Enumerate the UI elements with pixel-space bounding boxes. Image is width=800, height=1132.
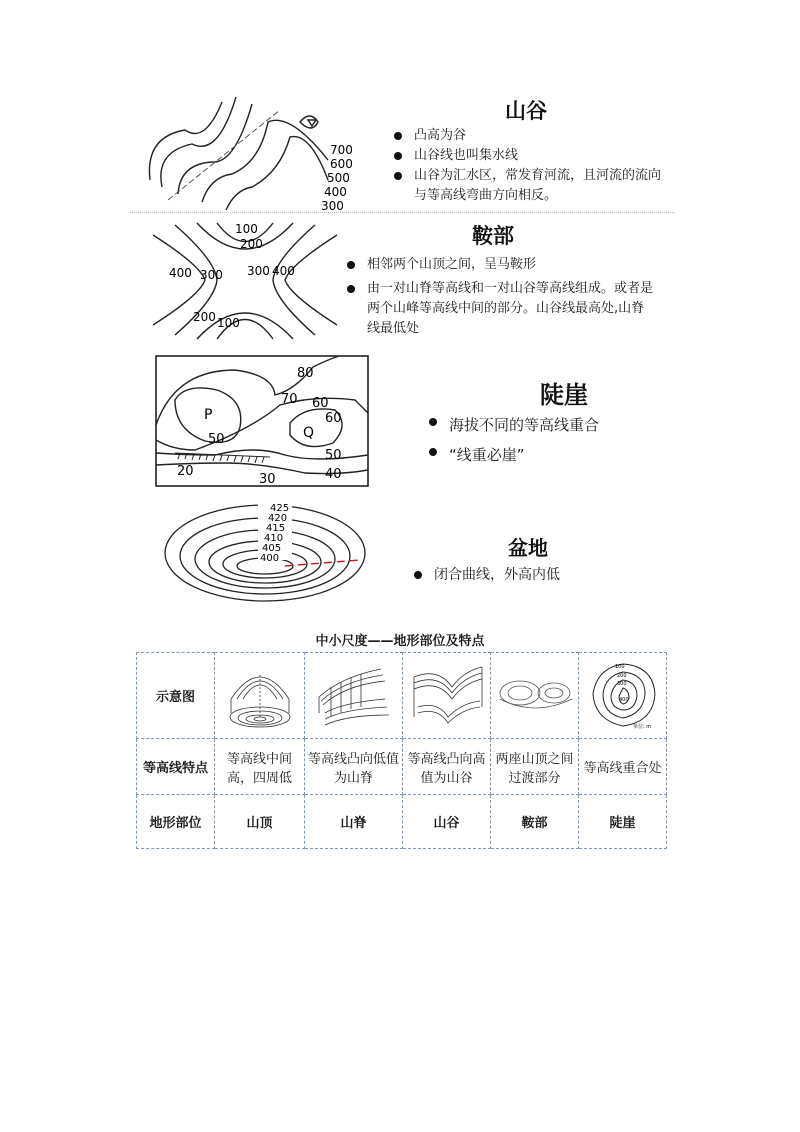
saddle-label: 300 [247,264,270,278]
row-header-landform: 地形部位 [137,795,215,849]
basin-contour-map [160,498,370,608]
cliff-label: 80 [297,366,314,381]
landform-cell: 山谷 [403,795,491,849]
saddle-bullets [345,255,657,339]
cliff-label: 20 [177,464,194,479]
saddle-label: 400 [272,264,295,278]
cliff-diagram-icon [583,656,663,732]
cliff-label: 30 [259,472,276,487]
basin-title: 盆地 [508,536,548,560]
valley-label-400: 400 [324,185,347,199]
saddle-label: 400 [169,266,192,280]
valley-title: 山谷 [505,99,547,123]
feature-cell: 等高线中间高，四周低 [215,739,305,795]
landform-cell: 山脊 [305,795,403,849]
feature-cell: 等高线凸向低值为山脊 [305,739,403,795]
valley-label-600: 600 [330,157,353,171]
valley-bullets [392,126,672,206]
cliff-label: 70 [281,392,298,407]
cliff-label: 60 [312,396,329,411]
landform-cell: 山顶 [215,795,305,849]
basin-label: 405 [262,543,282,554]
saddle-label: 300 [200,268,223,282]
peak-diagram-icon [221,657,299,731]
thumb-label: 200 [616,672,627,679]
cliff-bullet: 海拔不同的等高线重合 [427,412,667,438]
landform-cell: 鞍部 [491,795,579,849]
thumb-label: 400 [618,696,629,703]
basin-label: 400 [260,553,280,564]
valley-label-300: 300 [321,199,344,213]
thumb-cell-saddle [491,653,579,739]
row-header-feature: 等高线特点 [137,739,215,795]
basin-bullets [412,565,652,585]
cliff-label: 40 [325,467,342,482]
thumb-label: 100 [614,663,625,670]
saddle-contour-map [145,215,345,345]
thumb-cell-peak [215,653,305,739]
basin-label: 415 [266,523,286,534]
terrain-table [136,652,667,849]
thumb-cell-valley [403,653,491,739]
thumb-unit: 单位: m [632,723,651,730]
saddle-title: 鞍部 [472,224,514,248]
valley-bullet: 凸高为谷 [392,126,672,146]
valley-diagram-icon [408,657,486,731]
saddle-bullet: 由一对山脊等高线和一对山谷等高线组成。或者是两个山峰等高线中间的部分。山谷线最高处,山脊线最低处 [345,279,657,339]
saddle-bullet: 相邻两个山顶之间，呈马鞍形 [345,255,657,275]
saddle-diagram-icon [494,669,576,719]
thumb-cell-ridge [305,653,403,739]
basin-label: 410 [264,533,284,544]
cliff-label: 50 [208,432,225,447]
table-title: 中小尺度——地形部位及特点 [315,634,485,649]
cliff-bullets [427,412,667,468]
thumb-label: 300 [616,680,627,687]
basin-bullet: 闭合曲线，外高内低 [412,565,652,585]
cliff-label-q: Q [303,425,315,441]
saddle-label: 100 [235,222,258,236]
cliff-label: 50 [325,448,342,463]
landform-cell: 陡崖 [579,795,667,849]
saddle-label: 100 [217,316,240,330]
feature-cell: 等高线重合处 [579,739,667,795]
feature-cell: 两座山顶之间过渡部分 [491,739,579,795]
feature-cell: 等高线凸向高值为山谷 [403,739,491,795]
valley-bullet: 山谷为汇水区，常发育河流，且河流的流向与等高线弯曲方向相反。 [392,166,672,206]
cliff-contour-map [155,355,369,487]
row-header-diagram: 示意图 [137,653,215,739]
valley-label-500: 500 [327,171,350,185]
cliff-title: 陡崖 [540,381,588,409]
section-divider [130,212,675,213]
saddle-label: 200 [193,310,216,324]
cliff-label-p: P [204,407,213,423]
valley-contour-map [140,92,360,217]
ridge-diagram-icon [311,657,397,731]
valley-bullet: 山谷线也叫集水线 [392,146,672,166]
valley-label-700: 700 [330,143,353,157]
basin-label: 420 [268,513,288,524]
saddle-label: 200 [240,237,263,251]
cliff-label: 60 [325,411,342,426]
cliff-bullet: “线重必崖” [427,442,667,468]
thumb-cell-cliff [579,653,667,739]
basin-label: 425 [270,503,290,514]
